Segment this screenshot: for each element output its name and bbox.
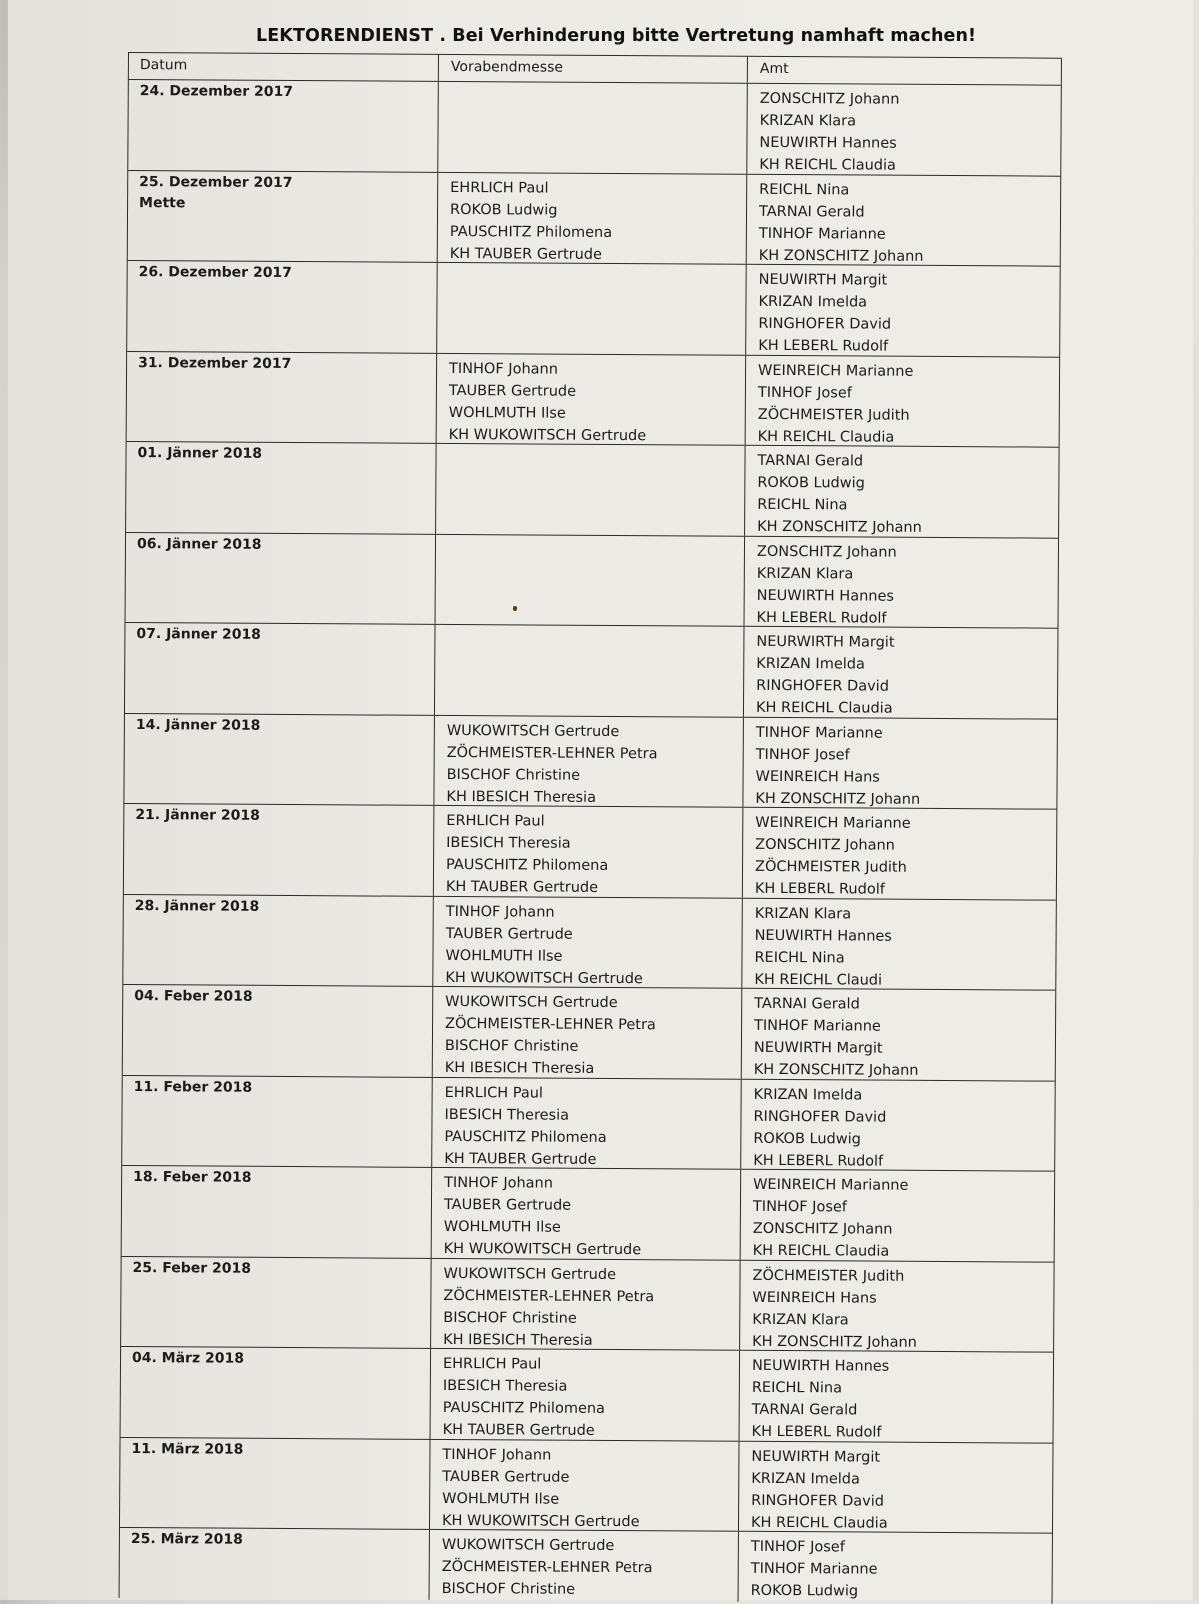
reader-name: KRIZAN Imelda — [758, 293, 868, 311]
amt-cell — [743, 717, 1057, 808]
vorabendmesse-cell — [435, 625, 745, 716]
reader-name: RINGHOFER David — [753, 1108, 887, 1126]
table-row — [122, 1074, 1055, 1170]
reader-name: TINHOF Marianne — [754, 1017, 881, 1035]
table-row — [121, 1255, 1054, 1351]
amt-cell — [742, 898, 1056, 989]
reader-name: IBESICH Theresia — [444, 1106, 570, 1124]
reader-name: KH REICHL Claudia — [755, 699, 893, 717]
service-date: 25. Feber 2018 — [132, 1259, 252, 1277]
service-date: 21. Jänner 2018 — [135, 807, 260, 824]
table-row — [123, 984, 1056, 1080]
vorabendmesse-cell — [430, 1530, 739, 1602]
reader-name: ROKOB Ludwig — [757, 474, 865, 492]
reader-name: KH ZONSCHITZ Johann — [755, 790, 921, 808]
table-row — [124, 803, 1057, 899]
reader-name: WEINREICH Marianne — [758, 362, 914, 380]
reader-name: ERHLICH Paul — [446, 812, 545, 830]
reader-name: KH LEBERL Rudolf — [753, 1152, 884, 1170]
page-title: LEKTORENDIENST . Bei Verhinderung bitte Vertretung namhaft machen! — [256, 26, 977, 46]
reader-name: NEUWIRTH Hannes — [751, 1357, 890, 1375]
vorabendmesse-cell — [431, 1349, 741, 1440]
reader-name: ZÖCHMEISTER-LEHNER Petra — [446, 744, 658, 762]
reader-name: WOHLMUTH Ilse — [443, 1218, 561, 1236]
amt-cell — [739, 1441, 1053, 1532]
reader-name: TINHOF Johann — [442, 1446, 552, 1464]
reader-name: NEUWIRTH Margit — [753, 1039, 883, 1057]
reader-name: NEURWIRTH Margit — [756, 633, 895, 651]
reader-name: NEUWIRTH Margit — [751, 1448, 881, 1466]
reader-name: KRIZAN Klara — [759, 112, 857, 130]
reader-name: TINHOF Josef — [750, 1538, 845, 1556]
reader-name: KH ZONSCHITZ Johann — [753, 1061, 919, 1079]
date-cell — [122, 1166, 433, 1257]
service-date: 25. Dezember 2017 — [139, 173, 293, 191]
date-cell — [123, 985, 434, 1076]
reader-name: WUKOWITSCH Gertrude — [445, 993, 618, 1012]
reader-name: KH TAUBER Gertrude — [442, 1421, 595, 1439]
date-cell — [120, 1528, 430, 1600]
service-date: 04. März 2018 — [131, 1350, 245, 1367]
amt-cell — [744, 627, 1058, 718]
amt-cell — [745, 446, 1059, 537]
reader-name: ROKOB Ludwig — [753, 1130, 861, 1147]
date-cell — [120, 1437, 431, 1528]
reader-name: KH LEBERL Rudolf — [754, 880, 885, 898]
reader-name: KH WUKOWITSCH Gertrude — [448, 426, 647, 444]
table-row — [121, 1346, 1054, 1442]
date-cell — [125, 623, 436, 714]
vorabendmesse-cell — [432, 1168, 742, 1259]
reader-name: RINGHOFER David — [751, 1492, 885, 1510]
reader-name: ZONSCHITZ Johann — [759, 90, 900, 108]
reader-name: ZONSCHITZ Johann — [755, 836, 895, 854]
reader-name: REICHL Nina — [751, 1379, 843, 1397]
vorabendmesse-cell — [433, 896, 743, 987]
reader-name: TINHOF Marianne — [758, 225, 886, 243]
reader-name: WEINREICH Marianne — [755, 814, 911, 832]
amt-cell — [745, 536, 1059, 627]
reader-name: TINHOF Johann — [444, 1174, 554, 1192]
vorabendmesse-cell — [434, 715, 744, 806]
paper-sheet — [8, 0, 1193, 1600]
reader-name: BISCHOF Christine — [446, 766, 581, 784]
reader-name: TINHOF Josef — [752, 1198, 847, 1216]
reader-name: WEINREICH Hans — [755, 768, 880, 786]
reader-name: WUKOWITSCH Gertrude — [446, 722, 620, 740]
amt-cell — [746, 265, 1060, 356]
reader-name: KH ZONSCHITZ Johann — [752, 1333, 917, 1351]
date-cell — [127, 352, 438, 443]
reader-name: EHRLICH Paul — [450, 179, 549, 197]
reader-name: WOHLMUTH Ilse — [448, 404, 566, 422]
reader-name: ZÖCHMEISTER-LEHNER Petra — [443, 1287, 655, 1305]
reader-name: PAUSCHITZ Philomena — [445, 856, 609, 874]
table-row — [128, 170, 1061, 266]
reader-name: WUKOWITSCH Gertrude — [441, 1536, 615, 1554]
reader-name: PAUSCHITZ Philomena — [444, 1128, 607, 1146]
date-cell — [128, 171, 439, 262]
amt-cell — [747, 174, 1061, 265]
table-row — [125, 622, 1058, 718]
reader-name: TARNAI Gerald — [751, 1401, 858, 1419]
reader-name: ZONSCHITZ Johann — [756, 543, 897, 561]
amt-cell — [741, 1170, 1055, 1261]
reader-name: TAUBER Gertrude — [442, 1468, 570, 1486]
service-date: 18. Feber 2018 — [133, 1169, 252, 1186]
vorabendmesse-cell — [432, 1077, 742, 1168]
reader-name: KH ZONSCHITZ Johann — [757, 518, 922, 536]
column-header-vorabendmesse: Vorabendmesse — [439, 55, 748, 83]
amt-cell — [740, 1351, 1054, 1442]
reader-name: KRIZAN Imelda — [753, 1086, 863, 1104]
service-date: 11. Feber 2018 — [133, 1078, 253, 1096]
reader-name: NEUWIRTH Margit — [758, 271, 888, 289]
reader-name: ROKOB Ludwig — [449, 201, 558, 219]
reader-name: BISCHOF Christine — [444, 1037, 579, 1055]
amt-cell — [739, 1532, 1052, 1604]
date-cell — [122, 1075, 433, 1166]
reader-name: TINHOF Josef — [755, 746, 850, 763]
table-row — [120, 1436, 1053, 1532]
vorabendmesse-cell — [437, 353, 747, 444]
service-date: 06. Jänner 2018 — [136, 535, 262, 553]
vorabendmesse-cell — [438, 172, 748, 263]
reader-name: REICHL Nina — [757, 496, 848, 514]
date-cell — [124, 713, 435, 804]
reader-name: ZÖCHMEISTER Judith — [757, 406, 910, 424]
reader-name: WUKOWITSCH Gertrude — [443, 1265, 617, 1283]
reader-name: KRIZAN Klara — [756, 565, 854, 582]
reader-name: ZÖCHMEISTER Judith — [754, 858, 907, 876]
service-date: 31. Dezember 2017 — [138, 354, 292, 372]
table-row — [128, 79, 1061, 175]
date-cell — [123, 894, 434, 985]
reader-name: KH IBESICH Theresia — [446, 788, 597, 806]
reader-name: ROKOB Ludwig — [750, 1582, 859, 1600]
amt-cell — [742, 989, 1056, 1080]
reader-name: TAUBER Gertrude — [445, 925, 573, 943]
vorabendmesse-cell — [431, 1258, 741, 1349]
service-date: 26. Dezember 2017 — [138, 264, 292, 282]
table-row — [122, 1165, 1055, 1261]
date-cell — [121, 1347, 432, 1438]
reader-name: TARNAI Gerald — [754, 995, 860, 1013]
reader-name: KH IBESICH Theresia — [444, 1059, 595, 1077]
date-cell — [126, 532, 437, 623]
date-cell — [127, 261, 438, 352]
reader-name: BISCHOF Christine — [443, 1309, 577, 1327]
service-date: 28. Jänner 2018 — [134, 897, 260, 915]
reader-name: KH WUKOWITSCH Gertrude — [441, 1512, 640, 1530]
reader-name: REICHL Nina — [754, 949, 845, 966]
reader-name: PAUSCHITZ Philomena — [442, 1399, 606, 1417]
table-row — [127, 351, 1060, 447]
amt-cell — [746, 355, 1060, 446]
reader-name: KH LEBERL Rudolf — [758, 337, 889, 355]
table-row — [120, 1527, 1052, 1604]
reader-name: KH REICHL Claudia — [750, 1514, 888, 1532]
reader-name: KH REICHL Claudia — [759, 156, 896, 174]
reader-name: TINHOF Marianne — [755, 724, 883, 742]
service-date: 24. Dezember 2017 — [139, 83, 294, 101]
reader-name: KH REICHL Claudia — [757, 428, 895, 446]
reader-name: NEUWIRTH Hannes — [754, 927, 892, 945]
reader-name: RINGHOFER David — [758, 315, 892, 333]
reader-name: WEINREICH Marianne — [753, 1176, 909, 1194]
schedule-table — [119, 52, 1062, 1604]
column-header-amt: Amt — [759, 60, 789, 78]
service-date: 04. Feber 2018 — [134, 988, 253, 1005]
amt-cell — [740, 1260, 1054, 1351]
reader-name: KRIZAN Klara — [754, 905, 852, 922]
reader-name: PAUSCHITZ Philomena — [449, 223, 613, 241]
column-header-datum: Datum — [129, 53, 439, 81]
reader-name: KRIZAN Klara — [752, 1311, 849, 1328]
reader-name: ZÖCHMEISTER-LEHNER Petra — [445, 1015, 656, 1034]
service-date: 11. März 2018 — [131, 1440, 244, 1458]
reader-name: REICHL Nina — [759, 181, 850, 198]
reader-name: KH LEBERL Rudolf — [751, 1423, 882, 1441]
table-body — [120, 79, 1061, 1604]
reader-name: WOHLMUTH Ilse — [445, 947, 563, 965]
amt-cell — [747, 84, 1061, 175]
reader-name: KH TAUBER Gertrude — [444, 1150, 597, 1168]
reader-name: TINHOF Johann — [449, 360, 558, 378]
date-cell — [126, 442, 437, 533]
reader-name: KH IBESICH Theresia — [443, 1331, 593, 1349]
service-date: 25. März 2018 — [130, 1531, 243, 1548]
reader-name: IBESICH Theresia — [442, 1377, 568, 1395]
reader-name: WOHLMUTH Ilse — [442, 1490, 560, 1508]
table-header — [129, 52, 1061, 85]
table-row — [126, 441, 1059, 537]
date-cell — [128, 80, 439, 171]
ink-speck — [513, 606, 517, 611]
amt-cell — [743, 808, 1057, 899]
reader-name: KRIZAN Imelda — [756, 655, 865, 673]
reader-name: KH WUKOWITSCH Gertrude — [445, 969, 643, 987]
table-row — [127, 260, 1060, 356]
reader-name: NEUWIRTH Hannes — [759, 134, 897, 152]
reader-name: BISCHOF Christine — [441, 1580, 576, 1598]
reader-name: TINHOF Josef — [757, 384, 852, 401]
reader-name: ZÖCHMEISTER-LEHNER Petra — [441, 1558, 653, 1577]
reader-name: KH REICHL Claudi — [754, 971, 883, 989]
reader-name: KH TAUBER Gertrude — [445, 878, 599, 896]
vorabendmesse-cell — [437, 263, 747, 354]
reader-name: KH TAUBER Gertrude — [449, 245, 602, 263]
reader-name: NEUWIRTH Hannes — [756, 587, 895, 605]
date-cell — [121, 1256, 432, 1347]
reader-name: TINHOF Marianne — [750, 1560, 878, 1578]
reader-name: ZÖCHMEISTER Judith — [752, 1267, 905, 1285]
reader-name: ZONSCHITZ Johann — [752, 1220, 893, 1238]
service-date: 01. Jänner 2018 — [137, 445, 263, 462]
reader-name: TAUBER Gertrude — [443, 1196, 572, 1214]
vorabendmesse-cell — [438, 82, 748, 173]
table-row — [124, 712, 1057, 808]
date-cell — [124, 804, 435, 895]
reader-name: KH WUKOWITSCH Gertrude — [443, 1240, 642, 1259]
reader-name: TARNAI Gerald — [758, 203, 865, 221]
reader-name: KH REICHL Claudia — [752, 1242, 890, 1260]
reader-name: WEINREICH Hans — [752, 1289, 877, 1307]
service-note: Mette — [139, 194, 186, 211]
reader-name: TAUBER Gertrude — [448, 382, 577, 400]
reader-name: TINHOF Johann — [445, 903, 555, 921]
vorabendmesse-cell — [436, 534, 746, 625]
reader-name: KH ZONSCHITZ Johann — [758, 247, 924, 265]
reader-name: IBESICH Theresia — [446, 834, 571, 852]
reader-name: RINGHOFER David — [756, 677, 889, 695]
amt-cell — [741, 1079, 1055, 1170]
service-date: 14. Jänner 2018 — [135, 716, 261, 734]
reader-name: TARNAI Gerald — [757, 452, 864, 470]
reader-name: EHRLICH Paul — [442, 1355, 542, 1373]
reader-name: KH LEBERL Rudolf — [756, 609, 887, 627]
reader-name: KRIZAN Imelda — [751, 1470, 860, 1487]
vorabendmesse-cell — [436, 444, 746, 535]
vorabendmesse-cell — [434, 806, 744, 897]
reader-name: EHRLICH Paul — [444, 1084, 544, 1102]
vorabendmesse-cell — [430, 1439, 740, 1530]
service-date: 07. Jänner 2018 — [136, 626, 262, 643]
table-row — [126, 531, 1059, 627]
vorabendmesse-cell — [433, 987, 743, 1078]
table-row — [123, 893, 1056, 989]
